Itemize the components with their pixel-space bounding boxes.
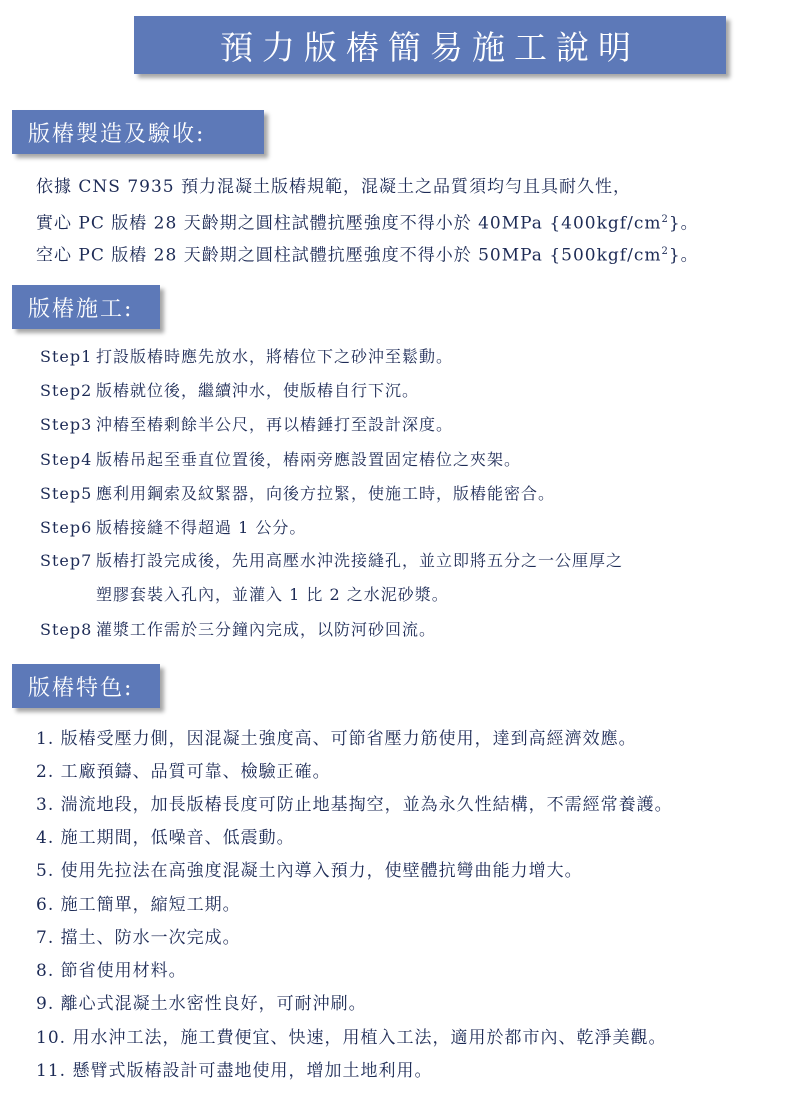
feature-item: 8. 節省使用材料。 (36, 961, 187, 981)
step-item-continued: 塑膠套裝入孔內，並灌入 1 比 2 之水泥砂漿。 (96, 585, 449, 604)
step-item: Step5 應利用鋼索及紋緊器，向後方拉緊，使施工時，版樁能密合。 (40, 484, 556, 503)
section-heading-features (12, 664, 160, 708)
step-item: Step1 打設版樁時應先放水，將樁位下之砂沖至鬆動。 (40, 347, 454, 366)
feature-item: 7. 擋土、防水一次完成。 (36, 928, 241, 948)
spec-line: 空心 PC 版樁 28 天齡期之圓柱試體抗壓強度不得小於 50MPa $\{500kgf/cm^2\}$。 (36, 245, 699, 266)
step-item: Step6 版樁接縫不得超過 1 公分。 (40, 518, 307, 537)
step-item: Step3 沖樁至樁剩餘半公尺，再以樁錘打至設計深度。 (40, 415, 454, 434)
feature-item: 6. 施工簡單，縮短工期。 (36, 895, 241, 915)
step-item: Step4 版樁吊起至垂直位置後，樁兩旁應設置固定樁位之夾架。 (40, 450, 522, 469)
section-heading-text: 版樁製造及驗收: (28, 121, 206, 147)
step-item: Step7 版樁打設完成後，先用高壓水沖洗接縫孔，並立即將五分之一公厘厚之 (40, 551, 624, 570)
feature-item: 4. 施工期間，低噪音、低震動。 (36, 828, 295, 848)
page-title: 預力版樁簡易施工說明 (220, 27, 640, 67)
title-banner (134, 16, 726, 74)
spec-line: 實心 PC 版樁 28 天齡期之圓柱試體抗壓強度不得小於 40MPa $\{400kgf/cm^2\}$。 (36, 213, 699, 234)
feature-item: 9. 離心式混凝土水密性良好，可耐沖刷。 (36, 994, 367, 1014)
feature-item: 1. 版樁受壓力側，因混凝土強度高、可節省壓力筋使用，達到高經濟效應。 (36, 729, 637, 749)
feature-item: 10. 用水沖工法，施工費便宜、快速，用植入工法，適用於都市內、乾淨美觀。 (36, 1028, 667, 1048)
section-heading-manufacture (12, 110, 264, 154)
feature-item: 3. 湍流地段，加長版樁長度可防止地基掏空，並為永久性結構，不需經常養護。 (36, 795, 673, 815)
feature-item: 5. 使用先拉法在高強度混凝土內導入預力，使壁體抗彎曲能力增大。 (36, 861, 583, 881)
feature-item: 2. 工廠預鑄、品質可靠、檢驗正確。 (36, 762, 331, 782)
section-heading-text: 版樁施工: (28, 296, 134, 322)
spec-line: 依據 CNS 7935 預力混凝土版樁規範，混凝土之品質須均勻且具耐久性， (36, 177, 632, 197)
section-heading-text: 版樁特色: (28, 675, 134, 701)
step-item: Step2 版樁就位後，繼續沖水，使版樁自行下沉。 (40, 381, 420, 400)
step-item: Step8 灌漿工作需於三分鐘內完成，以防河砂回流。 (40, 620, 437, 639)
section-heading-construction (12, 285, 160, 329)
feature-item: 11. 懸臂式版樁設計可盡地使用，增加土地利用。 (36, 1061, 433, 1081)
